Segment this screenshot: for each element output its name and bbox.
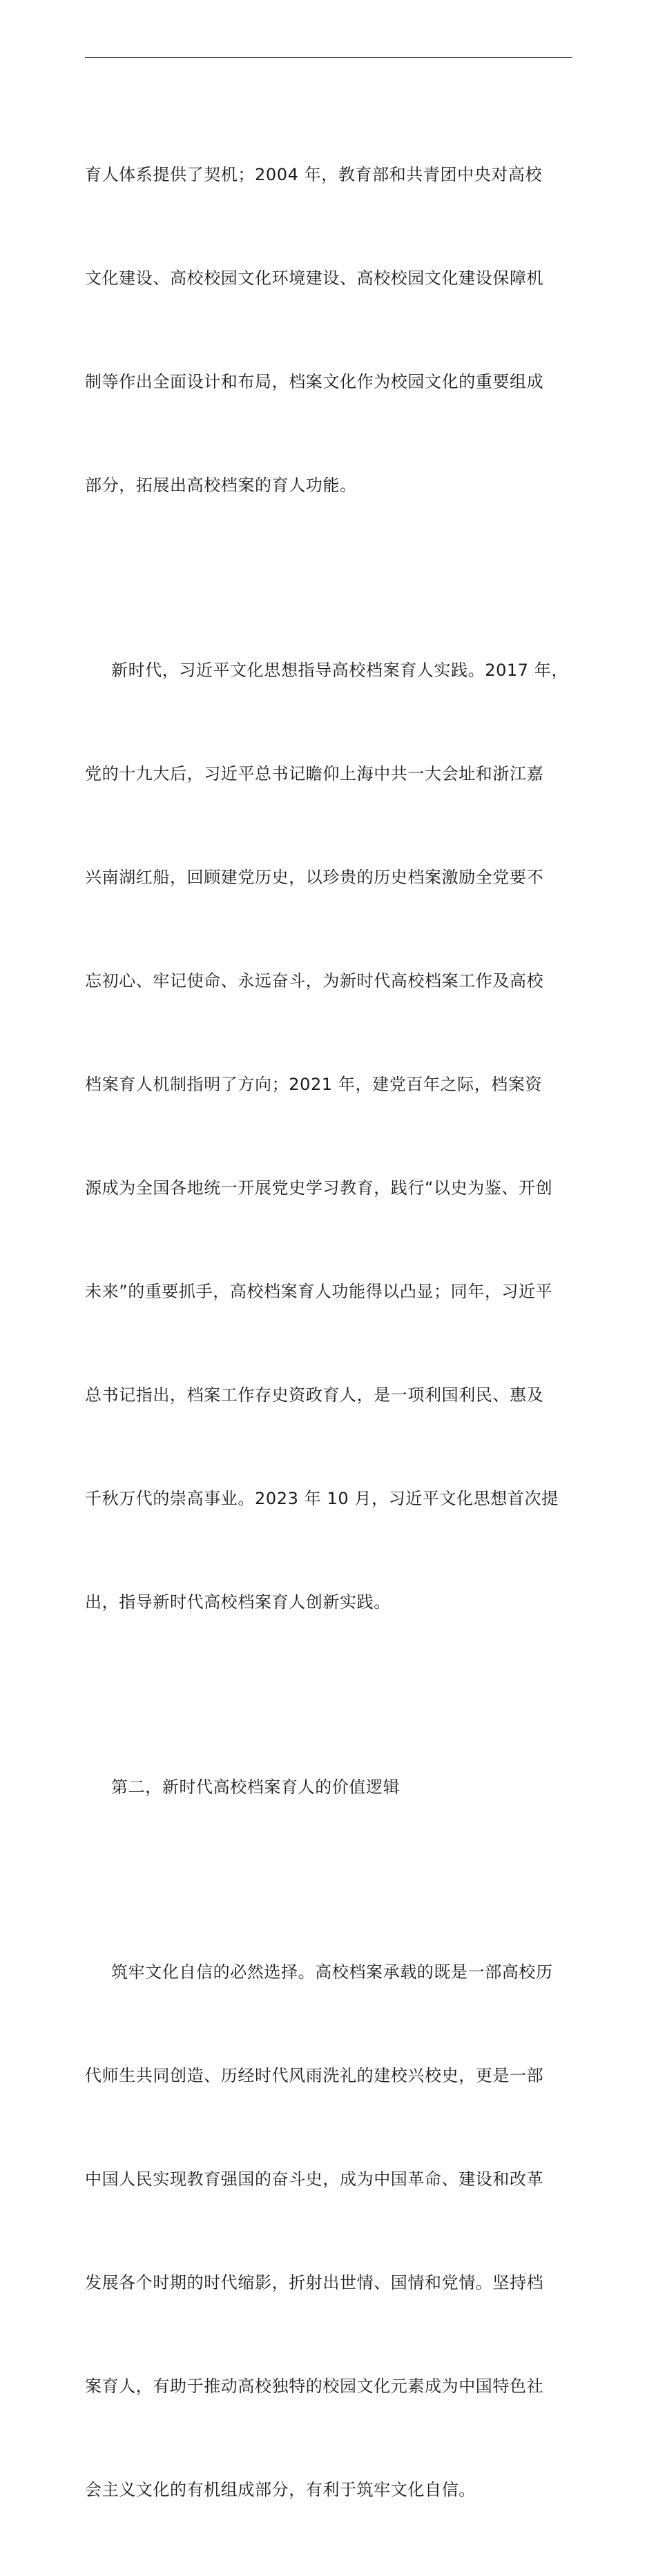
- text-line: 第二，新时代高校档案育人的价值逻辑: [111, 1777, 401, 1797]
- paragraph-3: [85, 1886, 572, 2576]
- paragraph-1: [85, 88, 572, 572]
- header-rule: [85, 57, 572, 58]
- text-line: 档案育人机制指明了方向；2021 年，建党百年之际，档案资: [85, 1075, 543, 1094]
- text-line: 育人体系提供了契机；2004 年，教育部和共青团中央对高校: [85, 165, 543, 184]
- text-line: 文化建设、高校校园文化环境建设、高校校园文化建设保障机: [85, 269, 544, 288]
- text-line: 部分，拓展出高校档案的育人功能。: [85, 476, 357, 495]
- text-line: 总书记指出，档案工作存史资政育人，是一项利国利民、惠及: [85, 1385, 544, 1405]
- text-line: 千秋万代的崇高事业。2023 年 10 月，习近平文化思想首次提: [85, 1489, 559, 1508]
- text-line: 中国人民实现教育强国的奋斗史，成为中国革命、建设和改革: [85, 2169, 544, 2189]
- text-line: 新时代，习近平文化思想指导高校档案育人实践。2017 年，: [111, 661, 569, 680]
- text-line: 筑牢文化自信的必然选择。高校档案承载的既是一部高校历: [111, 1962, 553, 1982]
- text-line: 发展各个时期的时代缩影，折射出世情、国情和党情。坚持档: [85, 2273, 544, 2292]
- text-line: 兴南湖红船，回顾建党历史，以珍贵的历史档案激励全党要不: [85, 868, 544, 887]
- paragraph-2: [85, 584, 572, 1688]
- text-line: 党的十九大后，习近平总书记瞻仰上海中共一大会址和浙江嘉: [85, 764, 544, 783]
- text-line: 代师生共同创造、历经时代风雨洗礼的建校兴校史，更是一部: [85, 2066, 544, 2085]
- document-body: [85, 88, 572, 2576]
- text-line: 制等作出全面设计和布局，档案文化作为校园文化的重要组成: [85, 372, 544, 391]
- text-line: 会主义文化的有机组成部分，有利于筑牢文化自信。: [85, 2480, 476, 2499]
- section-heading: [85, 1701, 572, 1873]
- text-line: 出，指导新时代高校档案育人创新实践。: [85, 1592, 391, 1612]
- text-line: 忘初心、牢记使命、永远奋斗，为新时代高校档案工作及高校: [85, 971, 544, 991]
- text-line: 案育人，有助于推动高校独特的校园文化元素成为中国特色社: [85, 2377, 544, 2396]
- text-line: 未来”的重要抓手，高校档案育人功能得以凸显；同年，习近平: [85, 1282, 553, 1301]
- text-line: 源成为全国各地统一开展党史学习教育，践行“以史为鉴、开创: [85, 1178, 553, 1198]
